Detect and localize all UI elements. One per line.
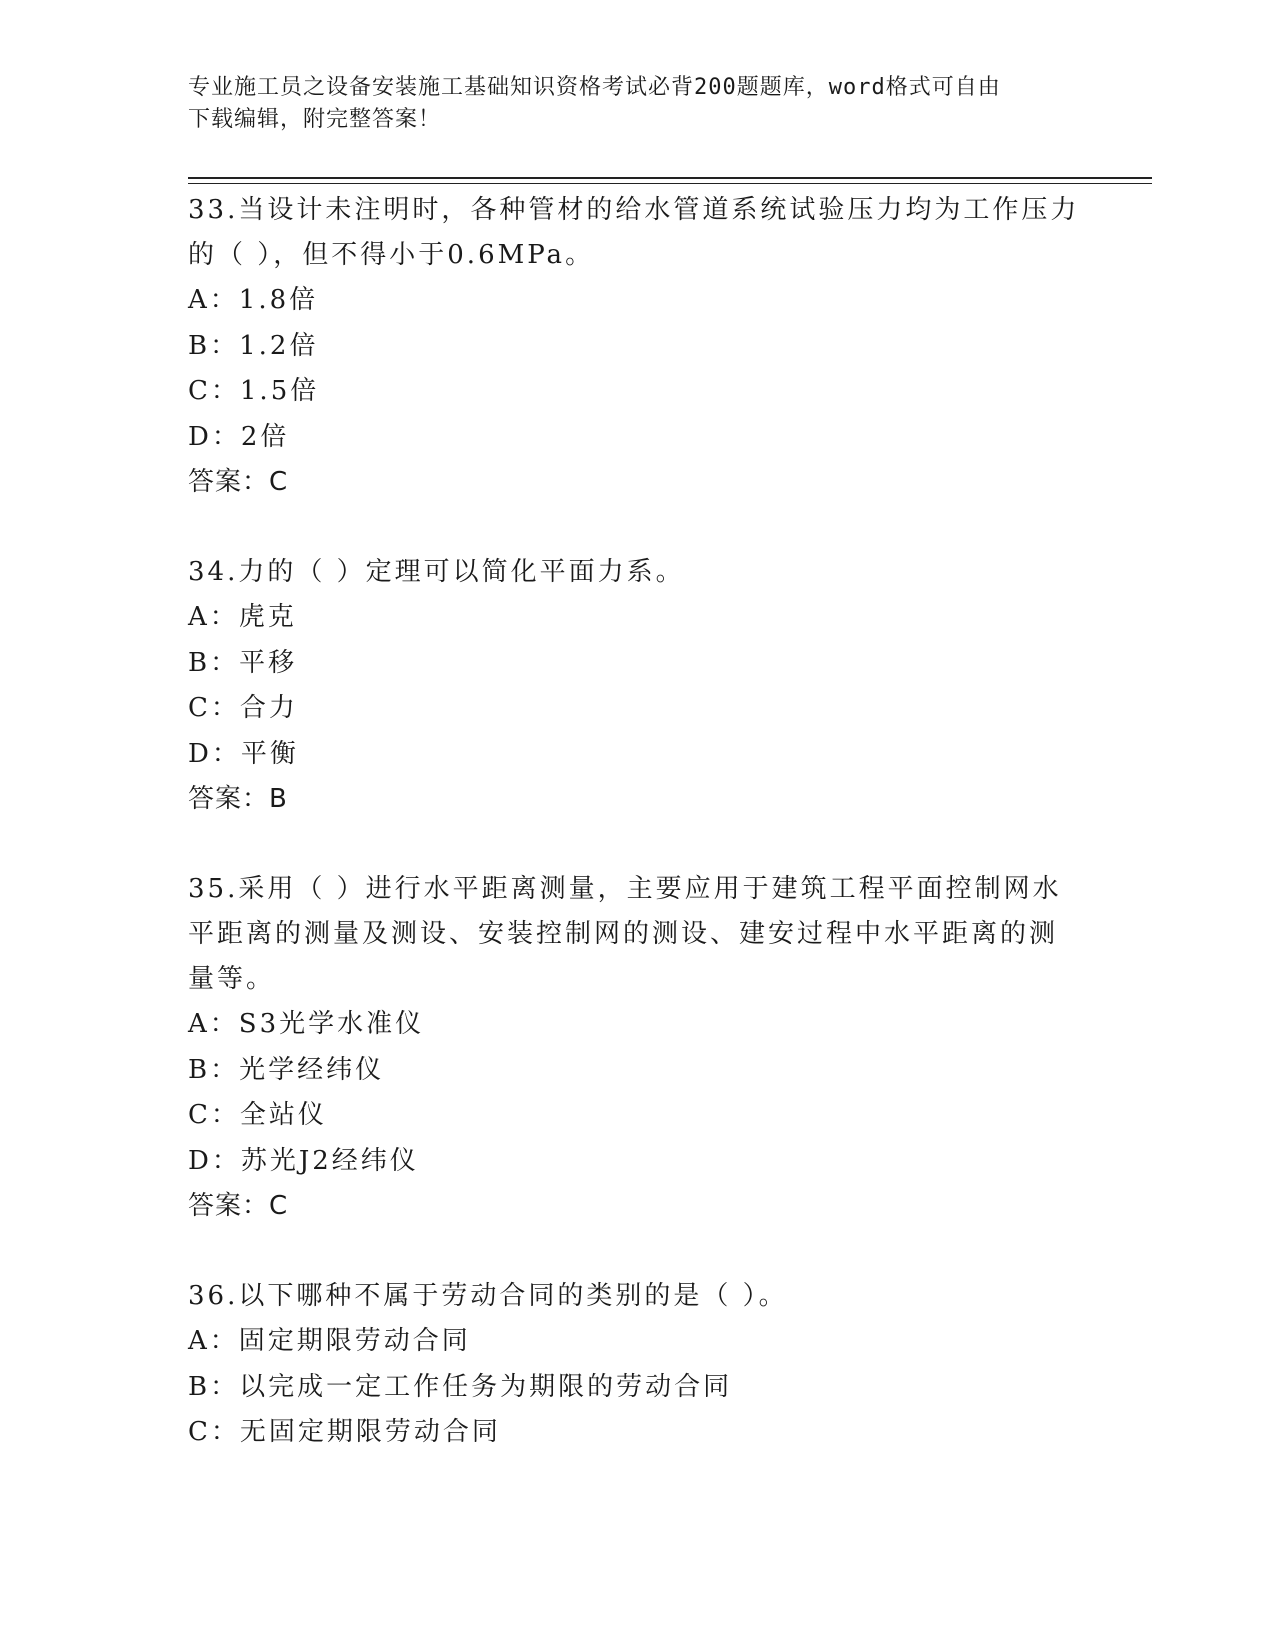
option-b: B：1.2倍 <box>188 330 319 361</box>
question-stem-line: 33.当设计未注明时，各种管材的给水管道系统试验压力均为工作压力 <box>188 195 1080 225</box>
question-stem-line: 的（ ），但不得小于0.6MPa。 <box>188 240 595 270</box>
header-title-line-2: 下载编辑，附完整答案！ <box>188 107 442 132</box>
option-b: B：光学经纬仪 <box>188 1054 385 1085</box>
option-a: A：S3光学水准仪 <box>188 1009 425 1039</box>
answer-line: 答案：B <box>188 784 288 814</box>
question-stem-line: 平距离的测量及测设、安装控制网的测设、建安过程中水平距离的测 <box>188 919 1059 949</box>
option-d: D：平衡 <box>188 738 299 769</box>
question-stem-line: 34.力的（ ）定理可以简化平面力系。 <box>188 557 685 587</box>
question-stem-line: 量等。 <box>188 964 276 994</box>
header-divider-thin <box>188 183 1152 184</box>
question-stem-line: 36.以下哪种不属于劳动合同的类别的是（ ）。 <box>188 1281 788 1311</box>
question-35 <box>188 867 1088 1229</box>
option-c: C：1.5倍 <box>188 376 320 406</box>
header-divider-thick <box>188 177 1152 179</box>
answer-line: 答案：C <box>188 1191 289 1221</box>
question-36 <box>188 1274 1088 1456</box>
header-title-line-1: 专业施工员之设备安装施工基础知识资格考试必背200题题库，word格式可自由 <box>188 75 1001 100</box>
option-a: A：虎克 <box>188 602 297 632</box>
answer-line: 答案：C <box>188 467 289 497</box>
option-d: D：2倍 <box>188 421 290 452</box>
document-header <box>188 72 1088 136</box>
option-c: C：全站仪 <box>188 1100 327 1130</box>
option-b: B：以完成一定工作任务为期限的劳动合同 <box>188 1371 733 1402</box>
question-stem-line: 35.采用（ ）进行水平距离测量，主要应用于建筑工程平面控制网水 <box>188 874 1062 904</box>
question-34 <box>188 550 1088 822</box>
option-a: A：1.8倍 <box>188 285 319 315</box>
option-c: C：无固定期限劳动合同 <box>188 1417 501 1447</box>
question-33 <box>188 188 1088 505</box>
option-b: B：平移 <box>188 647 298 678</box>
option-a: A：固定期限劳动合同 <box>188 1326 471 1356</box>
question-list <box>188 188 1088 1456</box>
option-c: C：合力 <box>188 693 298 723</box>
option-d: D：苏光J2经纬仪 <box>188 1145 419 1176</box>
